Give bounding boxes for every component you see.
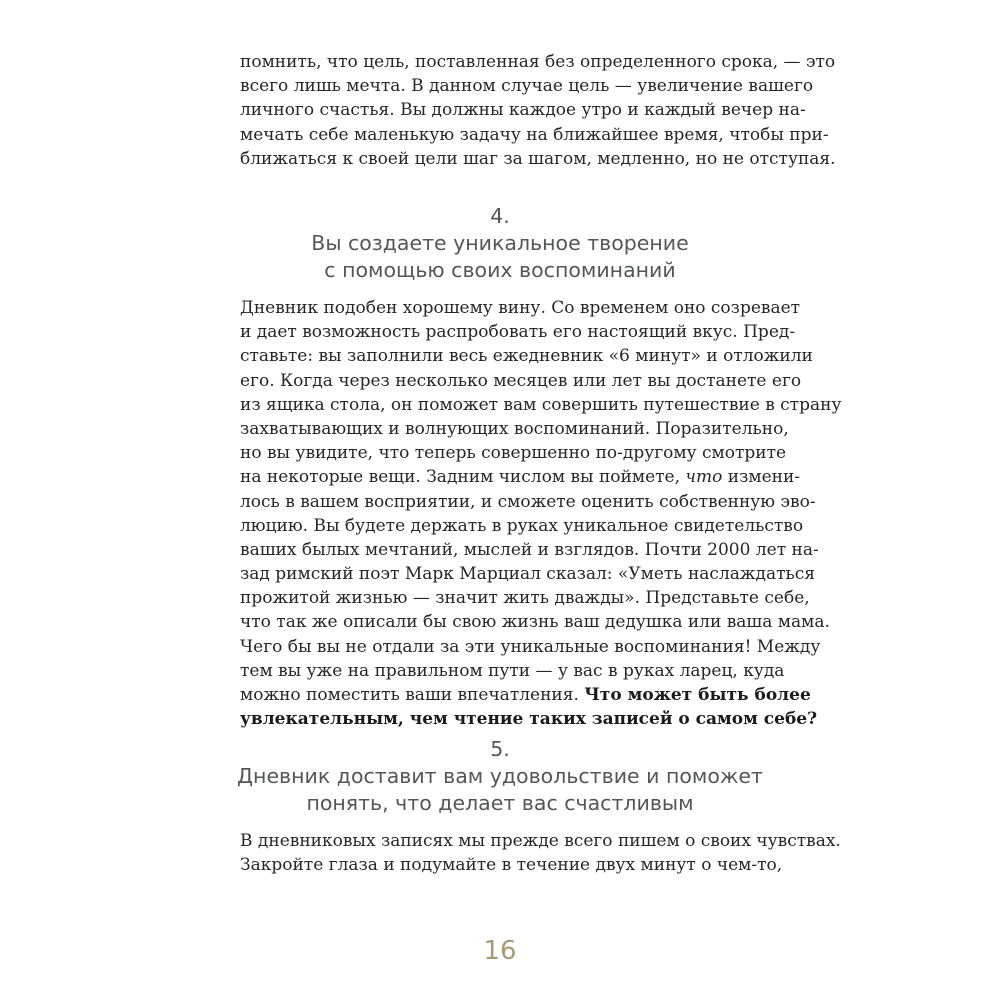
text-line: и дает возможность распробовать его настоящий вкус. Пред-	[240, 322, 796, 343]
section-title-line: с помощью своих воспоминаний	[324, 258, 676, 282]
paragraph-section-4	[240, 296, 842, 731]
text-line: мечать себе маленькую задачу на ближайшее время, чтобы при-	[240, 124, 829, 145]
text-line: лось в вашем восприятии, и сможете оценить собственную эво-	[240, 491, 816, 512]
paragraph-intro	[240, 50, 836, 171]
text-line: люцию. Вы будете держать в руках уникальное свидетельство	[240, 515, 804, 536]
bold-text-line: увлекательным, чем чтение таких записей о самом себе?	[240, 709, 818, 730]
page-number: 16	[483, 936, 517, 966]
text-run: измени-	[722, 467, 801, 488]
text-line: но вы увидите, что теперь совершенно по-другому смотрите	[240, 443, 787, 464]
bold-text-run: Что может быть более	[584, 685, 811, 705]
section-number: 4.	[490, 204, 510, 228]
text-line	[240, 465, 801, 489]
section-4-heading	[200, 203, 800, 284]
section-number: 5.	[490, 737, 510, 761]
text-line: В дневниковых записях мы прежде всего пишем о своих чувствах.	[240, 831, 841, 851]
text-line: ближаться к своей цели шаг за шагом, медленно, но не отступая.	[240, 148, 836, 169]
section-title-line: Дневник доставит вам удовольствие и поможет	[237, 764, 763, 788]
text-line: его. Когда через несколько месяцев или лет вы достанете его	[240, 370, 802, 391]
text-line: из ящика стола, он поможет вам совершить путешествие в страну	[240, 394, 842, 415]
text-run: на некоторые вещи. Задним числом вы поймете,	[240, 467, 686, 488]
emphasis-word: что	[685, 467, 723, 488]
section-title-line: понять, что делает вас счастливым	[306, 791, 694, 815]
text-line: Закройте глаза и подумайте в течение двух минут о чем-то,	[240, 855, 783, 876]
text-line: ваших былых мечтаний, мыслей и взглядов. Почти 2000 лет на-	[240, 539, 819, 560]
text-line: захватывающих и волнующих воспоминаний. Поразительно,	[240, 418, 789, 439]
section-5-heading	[200, 736, 800, 817]
text-line: помнить, что цель, поставленная без определенного срока, — это	[240, 52, 836, 72]
section-title-line: Вы создаете уникальное творение	[311, 231, 689, 255]
text-line: что так же описали бы свою жизнь ваш дедушка или ваша мама.	[240, 612, 830, 633]
text-line	[240, 683, 811, 707]
text-line: зад римский поэт Марк Марциал сказал: «Уметь наслаждаться	[240, 564, 816, 585]
text-line: Дневник подобен хорошему вину. Со временем оно созревает	[240, 298, 801, 318]
paragraph-section-5	[240, 829, 841, 877]
text-line: прожитой жизнью — значит жить дважды». Представьте себе,	[240, 588, 810, 609]
text-line: тем вы уже на правильном пути — у вас в руках ларец, куда	[240, 660, 785, 681]
text-run: можно поместить ваши впечатления.	[240, 685, 585, 705]
text-line: Чего бы вы не отдали за эти уникальные воспоминания! Между	[240, 636, 821, 657]
text-line: ставьте: вы заполнили весь ежедневник «6 минут» и отложили	[240, 346, 813, 367]
text-line: личного счастья. Вы должны каждое утро и каждый вечер на-	[240, 100, 806, 121]
text-line: всего лишь мечта. В данном случае цель — увеличение вашего	[240, 76, 814, 97]
